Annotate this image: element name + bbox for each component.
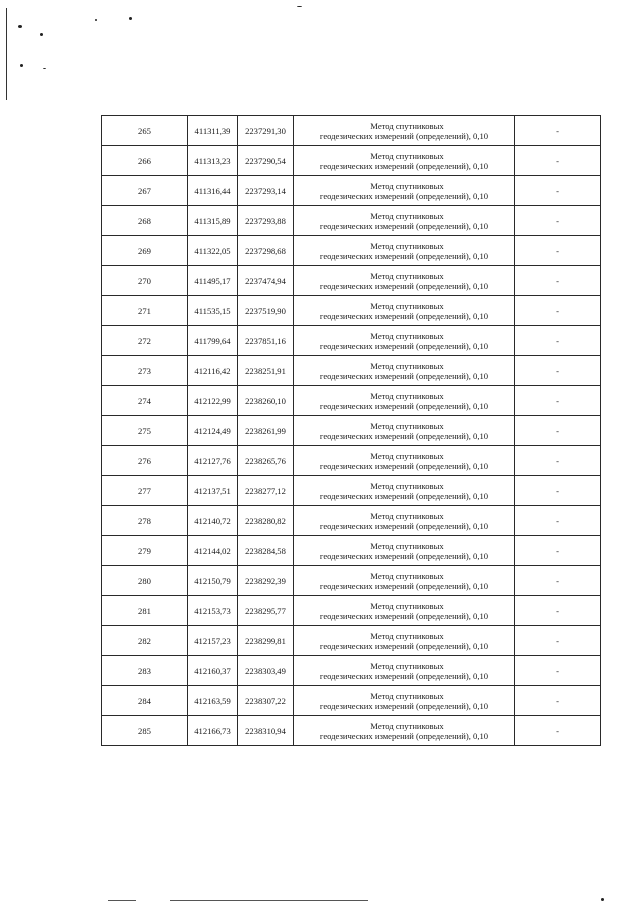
scan-speck — [129, 17, 132, 20]
x-coordinate-cell: 412124,49 — [188, 416, 238, 446]
y-coordinate-cell: 2238295,77 — [238, 596, 294, 626]
y-coordinate-cell: 2237298,68 — [238, 236, 294, 266]
point-number-cell: 266 — [102, 146, 188, 176]
y-coordinate-cell: 2238307,22 — [238, 686, 294, 716]
table-row — [102, 116, 601, 146]
table-row — [102, 566, 601, 596]
point-number-cell: 285 — [102, 716, 188, 746]
y-coordinate-cell: 2237293,14 — [238, 176, 294, 206]
table-row — [102, 236, 601, 266]
method-line-2: геодезических измерений (определений), 0,10 — [319, 160, 489, 171]
note-cell: - — [515, 716, 601, 746]
method-line-1: Метод спутниковых — [370, 660, 444, 671]
scan-speck — [43, 68, 46, 69]
y-coordinate-cell: 2238261,99 — [238, 416, 294, 446]
method-line-1: Метод спутниковых — [370, 330, 444, 341]
y-coordinate-cell: 2237474,94 — [238, 266, 294, 296]
scan-speck — [95, 19, 97, 21]
point-number-cell: 282 — [102, 626, 188, 656]
note-cell: - — [515, 146, 601, 176]
scan-speck — [20, 64, 23, 67]
table-row — [102, 596, 601, 626]
method-line-2: геодезических измерений (определений), 0,10 — [319, 490, 489, 501]
point-number-cell: 278 — [102, 506, 188, 536]
method-line-2: геодезических измерений (определений), 0,10 — [319, 370, 489, 381]
method-cell — [294, 116, 515, 146]
point-number-cell: 281 — [102, 596, 188, 626]
method-cell — [294, 386, 515, 416]
method-line-1: Метод спутниковых — [370, 420, 444, 431]
method-cell — [294, 476, 515, 506]
method-cell — [294, 596, 515, 626]
note-cell: - — [515, 296, 601, 326]
method-cell — [294, 506, 515, 536]
x-coordinate-cell: 411315,89 — [188, 206, 238, 236]
scan-speck — [601, 898, 604, 901]
y-coordinate-cell: 2238280,82 — [238, 506, 294, 536]
method-line-2: геодезических измерений (определений), 0,10 — [319, 130, 489, 141]
note-cell: - — [515, 656, 601, 686]
method-line-2: геодезических измерений (определений), 0,10 — [319, 400, 489, 411]
x-coordinate-cell: 411322,05 — [188, 236, 238, 266]
method-line-2: геодезических измерений (определений), 0,10 — [319, 250, 489, 261]
method-line-2: геодезических измерений (определений), 0,10 — [319, 310, 489, 321]
method-line-1: Метод спутниковых — [370, 630, 444, 641]
method-line-1: Метод спутниковых — [370, 240, 444, 251]
method-line-2: геодезических измерений (определений), 0,10 — [319, 730, 489, 741]
note-cell: - — [515, 386, 601, 416]
y-coordinate-cell: 2238265,76 — [238, 446, 294, 476]
point-number-cell: 275 — [102, 416, 188, 446]
y-coordinate-cell: 2237519,90 — [238, 296, 294, 326]
point-number-cell: 265 — [102, 116, 188, 146]
x-coordinate-cell: 412140,72 — [188, 506, 238, 536]
table-row — [102, 176, 601, 206]
x-coordinate-cell: 412166,73 — [188, 716, 238, 746]
method-line-1: Метод спутниковых — [370, 540, 444, 551]
method-line-2: геодезических измерений (определений), 0,10 — [319, 550, 489, 561]
method-line-2: геодезических измерений (определений), 0,10 — [319, 610, 489, 621]
note-cell: - — [515, 626, 601, 656]
note-cell: - — [515, 476, 601, 506]
scan-speck — [297, 6, 302, 7]
method-line-2: геодезических измерений (определений), 0,10 — [319, 460, 489, 471]
coordinates-table-body — [102, 116, 601, 746]
x-coordinate-cell: 412122,99 — [188, 386, 238, 416]
point-number-cell: 280 — [102, 566, 188, 596]
method-cell — [294, 566, 515, 596]
note-cell: - — [515, 446, 601, 476]
scan-speck — [40, 33, 43, 36]
method-line-2: геодезических измерений (определений), 0,10 — [319, 580, 489, 591]
method-line-2: геодезических измерений (определений), 0,10 — [319, 280, 489, 291]
table-row — [102, 656, 601, 686]
method-cell — [294, 446, 515, 476]
method-cell — [294, 236, 515, 266]
point-number-cell: 279 — [102, 536, 188, 566]
method-line-2: геодезических измерений (определений), 0,10 — [319, 520, 489, 531]
footer-rule — [170, 900, 368, 901]
note-cell: - — [515, 506, 601, 536]
method-line-1: Метод спутниковых — [370, 150, 444, 161]
method-line-1: Метод спутниковых — [370, 360, 444, 371]
point-number-cell: 268 — [102, 206, 188, 236]
method-line-2: геодезических измерений (определений), 0,10 — [319, 220, 489, 231]
method-cell — [294, 626, 515, 656]
method-line-1: Метод спутниковых — [370, 450, 444, 461]
point-number-cell: 269 — [102, 236, 188, 266]
point-number-cell: 272 — [102, 326, 188, 356]
scan-speck — [18, 25, 22, 28]
method-cell — [294, 266, 515, 296]
method-line-1: Метод спутниковых — [370, 570, 444, 581]
method-line-1: Метод спутниковых — [370, 480, 444, 491]
x-coordinate-cell: 411495,17 — [188, 266, 238, 296]
y-coordinate-cell: 2237290,54 — [238, 146, 294, 176]
x-coordinate-cell: 411313,23 — [188, 146, 238, 176]
y-coordinate-cell: 2238251,91 — [238, 356, 294, 386]
method-cell — [294, 206, 515, 236]
method-cell — [294, 296, 515, 326]
note-cell: - — [515, 236, 601, 266]
table-row — [102, 446, 601, 476]
table-row — [102, 146, 601, 176]
method-line-1: Метод спутниковых — [370, 300, 444, 311]
table-row — [102, 506, 601, 536]
x-coordinate-cell: 412144,02 — [188, 536, 238, 566]
note-cell: - — [515, 686, 601, 716]
method-cell — [294, 716, 515, 746]
y-coordinate-cell: 2238292,39 — [238, 566, 294, 596]
table-row — [102, 206, 601, 236]
point-number-cell: 270 — [102, 266, 188, 296]
y-coordinate-cell: 2238260,10 — [238, 386, 294, 416]
x-coordinate-cell: 412127,76 — [188, 446, 238, 476]
note-cell: - — [515, 536, 601, 566]
table-row — [102, 326, 601, 356]
method-line-1: Метод спутниковых — [370, 510, 444, 521]
note-cell: - — [515, 206, 601, 236]
point-number-cell: 267 — [102, 176, 188, 206]
note-cell: - — [515, 596, 601, 626]
method-cell — [294, 656, 515, 686]
method-line-1: Метод спутниковых — [370, 270, 444, 281]
table-row — [102, 356, 601, 386]
method-line-2: геодезических измерений (определений), 0,10 — [319, 700, 489, 711]
note-cell: - — [515, 176, 601, 206]
method-cell — [294, 146, 515, 176]
method-line-2: геодезических измерений (определений), 0,10 — [319, 190, 489, 201]
table-row — [102, 266, 601, 296]
point-number-cell: 276 — [102, 446, 188, 476]
table-row — [102, 386, 601, 416]
method-line-1: Метод спутниковых — [370, 720, 444, 731]
x-coordinate-cell: 412157,23 — [188, 626, 238, 656]
y-coordinate-cell: 2238310,94 — [238, 716, 294, 746]
method-line-1: Метод спутниковых — [370, 210, 444, 221]
x-coordinate-cell: 412150,79 — [188, 566, 238, 596]
note-cell: - — [515, 326, 601, 356]
point-number-cell: 284 — [102, 686, 188, 716]
note-cell: - — [515, 416, 601, 446]
x-coordinate-cell: 411311,39 — [188, 116, 238, 146]
x-coordinate-cell: 412160,37 — [188, 656, 238, 686]
y-coordinate-cell: 2237291,30 — [238, 116, 294, 146]
x-coordinate-cell: 412116,42 — [188, 356, 238, 386]
coordinates-table — [101, 115, 601, 746]
note-cell: - — [515, 356, 601, 386]
scan-edge-line — [6, 8, 7, 100]
y-coordinate-cell: 2238303,49 — [238, 656, 294, 686]
method-cell — [294, 686, 515, 716]
method-line-2: геодезических измерений (определений), 0,10 — [319, 430, 489, 441]
method-cell — [294, 326, 515, 356]
x-coordinate-cell: 412163,59 — [188, 686, 238, 716]
point-number-cell: 271 — [102, 296, 188, 326]
table-row — [102, 686, 601, 716]
method-line-1: Метод спутниковых — [370, 690, 444, 701]
method-cell — [294, 536, 515, 566]
table-row — [102, 536, 601, 566]
note-cell: - — [515, 266, 601, 296]
y-coordinate-cell: 2238277,12 — [238, 476, 294, 506]
y-coordinate-cell: 2238284,58 — [238, 536, 294, 566]
method-line-1: Метод спутниковых — [370, 600, 444, 611]
method-line-2: геодезических измерений (определений), 0,10 — [319, 640, 489, 651]
table-row — [102, 476, 601, 506]
point-number-cell: 273 — [102, 356, 188, 386]
x-coordinate-cell: 411535,15 — [188, 296, 238, 326]
table-row — [102, 626, 601, 656]
table-row — [102, 296, 601, 326]
method-line-1: Метод спутниковых — [370, 120, 444, 131]
x-coordinate-cell: 412153,73 — [188, 596, 238, 626]
method-line-2: геодезических измерений (определений), 0,10 — [319, 670, 489, 681]
point-number-cell: 277 — [102, 476, 188, 506]
table-row — [102, 416, 601, 446]
method-cell — [294, 416, 515, 446]
x-coordinate-cell: 411316,44 — [188, 176, 238, 206]
y-coordinate-cell: 2237293,88 — [238, 206, 294, 236]
point-number-cell: 274 — [102, 386, 188, 416]
table-row — [102, 716, 601, 746]
y-coordinate-cell: 2238299,81 — [238, 626, 294, 656]
x-coordinate-cell: 411799,64 — [188, 326, 238, 356]
point-number-cell: 283 — [102, 656, 188, 686]
footer-rule — [108, 900, 136, 901]
method-line-1: Метод спутниковых — [370, 180, 444, 191]
note-cell: - — [515, 566, 601, 596]
method-cell — [294, 176, 515, 206]
x-coordinate-cell: 412137,51 — [188, 476, 238, 506]
method-cell — [294, 356, 515, 386]
note-cell: - — [515, 116, 601, 146]
y-coordinate-cell: 2237851,16 — [238, 326, 294, 356]
method-line-1: Метод спутниковых — [370, 390, 444, 401]
method-line-2: геодезических измерений (определений), 0,10 — [319, 340, 489, 351]
